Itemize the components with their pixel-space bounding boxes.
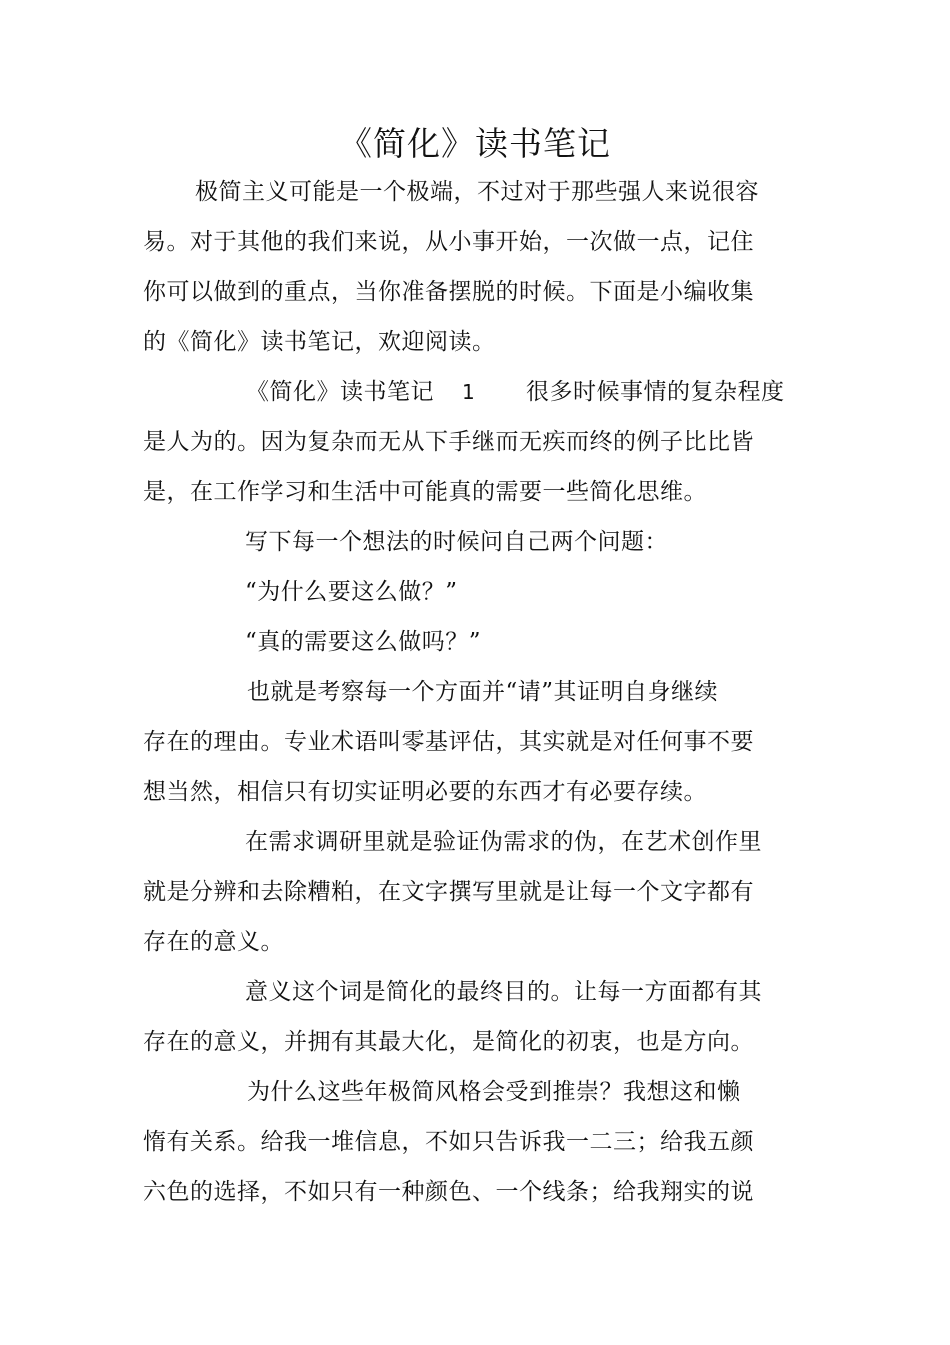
section-heading: 《简化》读书笔记 [246, 379, 434, 405]
text-line-3: 你可以做到的重点，当你准备摆脱的时候。下面是小编收集 [143, 279, 754, 305]
text-line-5: 很多时候事情的复杂程度 [526, 379, 785, 405]
text-line-1: 极简主义可能是一个极端，不过对于那些强人来说很容 [195, 179, 759, 205]
quote-line-1: “为什么要这么做？” [245, 579, 458, 605]
text-line-10: 存在的理由。专业术语叫零基评估，其实就是对任何事不要 [143, 729, 754, 755]
text-line-18: 惰有关系。给我一堆信息，不如只告诉我一二三；给我五颜 [143, 1129, 754, 1155]
text-line-12: 在需求调研里就是验证伪需求的伪，在艺术创作里 [245, 829, 762, 855]
text-line-19: 六色的选择，不如只有一种颜色、一个线条；给我翔实的说 [143, 1179, 754, 1205]
text-line-4: 的《简化》读书笔记，欢迎阅读。 [143, 329, 496, 355]
text-line-6: 是人为的。因为复杂而无从下手继而无疾而终的例子比比皆 [143, 429, 754, 455]
document-title: 《简化》读书笔记 [339, 124, 611, 163]
text-line-2: 易。对于其他的我们来说，从小事开始，一次做一点，记住 [143, 229, 754, 255]
text-line-8: 写下每一个想法的时候问自己两个问题： [245, 529, 668, 555]
text-line-9: 也就是考察每一个方面并“请”其证明自身继续 [247, 679, 719, 705]
text-line-13: 就是分辨和去除糟粕，在文字撰写里就是让每一个文字都有 [143, 879, 754, 905]
section-number: 1 [462, 380, 475, 404]
text-line-16: 存在的意义，并拥有其最大化，是简化的初衷，也是方向。 [143, 1029, 754, 1055]
text-line-14: 存在的意义。 [143, 929, 284, 955]
text-line-11: 想当然，相信只有切实证明必要的东西才有必要存续。 [143, 779, 707, 805]
quote-line-2: “真的需要这么做吗？” [245, 629, 482, 655]
text-line-15: 意义这个词是简化的最终目的。让每一方面都有其 [245, 979, 762, 1005]
text-line-17: 为什么这些年极简风格会受到推崇？我想这和懒 [247, 1079, 741, 1105]
text-line-7: 是，在工作学习和生活中可能真的需要一些简化思维。 [143, 479, 707, 505]
